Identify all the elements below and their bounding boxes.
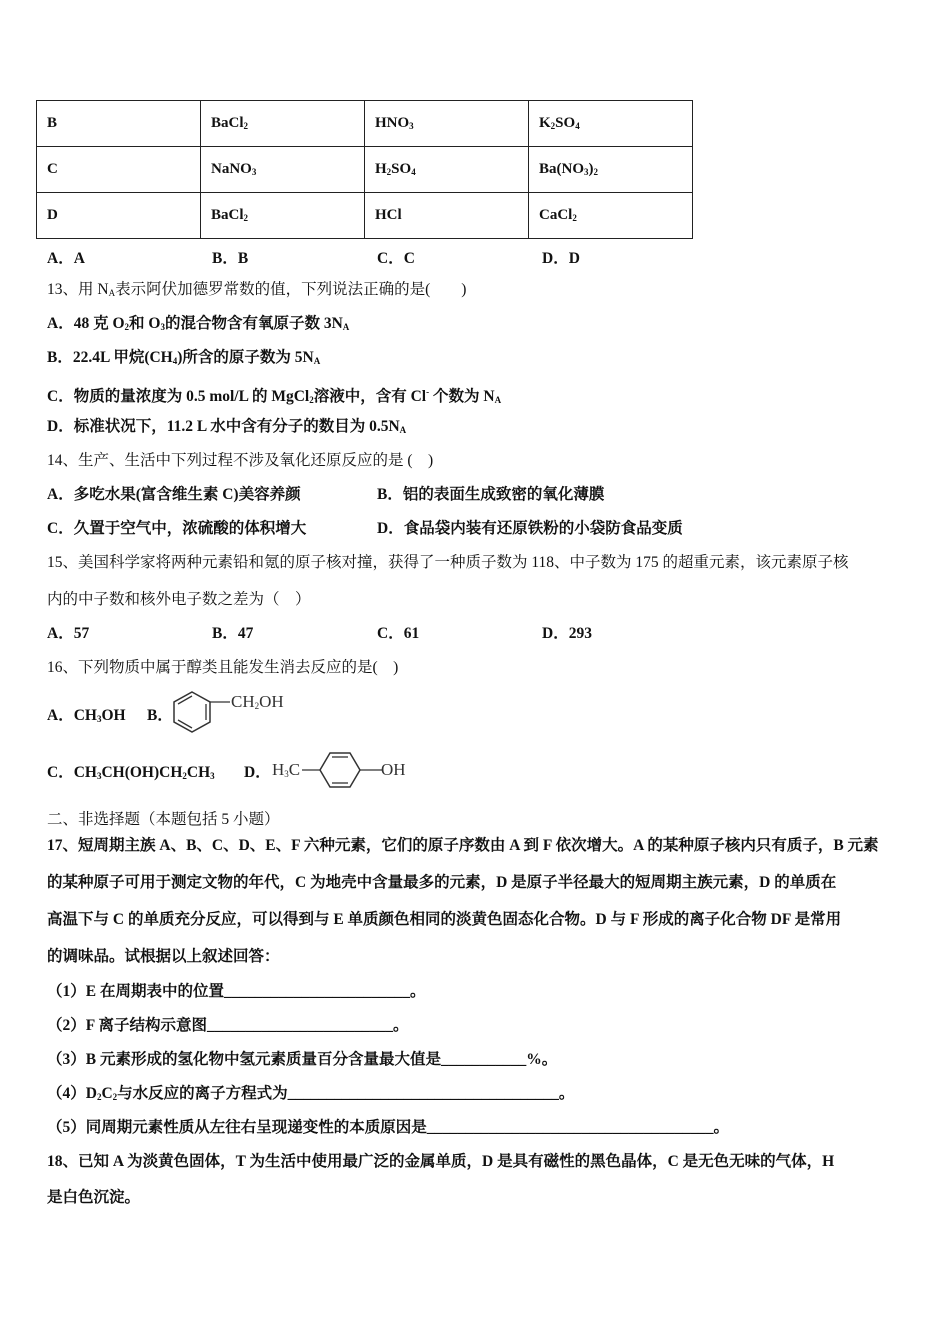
q17-stem-2: 的某种原子可用于测定文物的年代，C 为地壳中含量最多的元素，D 是原子半径最大的短周期主族元素，D 的单质在 bbox=[47, 874, 837, 891]
q16-option-b-formula: $CH_2OH$ bbox=[231, 692, 284, 711]
table-cell: BaCl$_2$ bbox=[201, 101, 365, 147]
q15-option-d: D．293 bbox=[542, 625, 592, 642]
q12-option-a: A．A bbox=[47, 250, 85, 267]
table-row bbox=[37, 101, 693, 147]
q16-option-b-label: B． bbox=[147, 707, 173, 724]
table-cell: BaCl$_2$ bbox=[201, 193, 365, 239]
q16-stem: 16、下列物质中属于醇类且能发生消去反应的是( ) bbox=[47, 659, 399, 676]
q16-option-d-hydroxyl: OH bbox=[381, 760, 406, 779]
q14-option-b: B．铝的表面生成致密的氧化薄膜 bbox=[377, 486, 605, 503]
table-cell: CaCl$_2$ bbox=[529, 193, 693, 239]
q13-option-c: C．物质的量浓度为 0.5 mol/L 的 MgCl$_2$溶液中，含有 Cl- 个数为 $N_A$ bbox=[47, 387, 502, 405]
q15-option-b: B．47 bbox=[212, 625, 254, 642]
q14-option-c: C．久置于空气中，浓硫酸的体积增大 bbox=[47, 520, 307, 537]
q12-option-b: B．B bbox=[212, 250, 249, 267]
q17-part-3: （3）B 元素形成的氢化物中氢元素质量百分含量最大值是___________%。 bbox=[47, 1051, 558, 1068]
table-row bbox=[37, 193, 693, 239]
q17-stem-4: 的调味品。试根据以上叙述回答： bbox=[47, 948, 280, 965]
q16-option-d-label: D． bbox=[244, 764, 271, 781]
section-heading: 二、非选择题（本题包括 5 小题） bbox=[47, 811, 280, 828]
table-cell: $K_2SO_4$ bbox=[529, 101, 693, 147]
q17-part-5: （5）同周期元素性质从左往右呈现递变性的本质原因是_____________________________________。 bbox=[47, 1119, 730, 1136]
table-row bbox=[37, 147, 693, 193]
q13-option-d: D．标准状况下，11.2 L 水中含有分子的数目为 $0.5N_A$ bbox=[47, 418, 407, 435]
q17-part-4: $(4)D_2C_2$与水反应的离子方程式为___________________________________。 bbox=[47, 1085, 575, 1102]
q15-option-a: A．57 bbox=[47, 625, 90, 642]
q16-option-c: C．$CH_3CH(OH)CH_2CH_3$ bbox=[47, 764, 215, 781]
q17-part-2: （2）F 离子结构示意图________________________。 bbox=[47, 1017, 409, 1034]
q16-option-d-methyl: $H_3C$ bbox=[272, 760, 301, 779]
table-cell: $HNO_3$ bbox=[365, 101, 529, 147]
q15-stem: 15、美国科学家将两种元素铅和氪的原子核对撞，获得了一种质子数为 118、中子数为 175 的超重元素，该元素原子核 bbox=[47, 554, 849, 571]
q13-option-b: B．22.4L 甲烷$(CH_4)$所含的原子数为 $5N_A$ bbox=[47, 349, 321, 366]
q13-option-a: A．48 克 $O_2$和 $O_3$的混合物含有氧原子数 $3N_A$ bbox=[47, 315, 350, 332]
table-cell: B bbox=[37, 101, 201, 147]
q14-option-a: A．多吃水果(富含维生素 C)美容养颜 bbox=[47, 486, 301, 503]
q18-stem-2: 是白色沉淀。 bbox=[47, 1189, 141, 1206]
table-cell: NaNO$_3$ bbox=[201, 147, 365, 193]
q15-stem-cont: 内的中子数和核外电子数之差为（ ） bbox=[47, 591, 311, 608]
phenol-ring-icon bbox=[302, 746, 382, 796]
q16-option-a: A．$CH_3OH$ bbox=[47, 707, 126, 724]
q15-option-c: C．61 bbox=[377, 625, 420, 642]
q17-stem-3: 高温下与 C 的单质充分反应，可以得到与 E 单质颜色相同的淡黄色固态化合物。D 与 F 形成的离子化合物 DF 是常用 bbox=[47, 911, 842, 928]
table-cell: $Ba(NO_3)_2$ bbox=[529, 147, 693, 193]
benzene-ring-icon bbox=[170, 688, 230, 738]
table-cell: $H_2SO_4$ bbox=[365, 147, 529, 193]
table-cell: D bbox=[37, 193, 201, 239]
table-cell: C bbox=[37, 147, 201, 193]
q14-stem: 14、生产、生活中下列过程不涉及氧化还原反应的是 ( ) bbox=[47, 452, 434, 469]
q12-option-c: C．C bbox=[377, 250, 415, 267]
reagent-table bbox=[36, 100, 693, 239]
q14-option-d: D．食品袋内装有还原铁粉的小袋防食品变质 bbox=[377, 520, 683, 537]
q13-stem: 13、用 $N_A$表示阿伏加德罗常数的值，下列说法正确的是( ) bbox=[47, 281, 467, 298]
q18-stem-1: 18、已知 A 为淡黄色固体，T 为生活中使用最广泛的金属单质，D 是具有磁性的黑色晶体，C 是无色无味的气体，H bbox=[47, 1153, 835, 1170]
q17-stem-1: 17、短周期主族 A、B、C、D、E、F 六种元素，它们的原子序数由 A 到 F 依次增大。A 的某种原子核内只有质子，B 元素 bbox=[47, 837, 879, 854]
table-cell: HCl bbox=[365, 193, 529, 239]
q12-option-d: D．D bbox=[542, 250, 580, 267]
q17-part-1: （1）E 在周期表中的位置________________________。 bbox=[47, 983, 426, 1000]
